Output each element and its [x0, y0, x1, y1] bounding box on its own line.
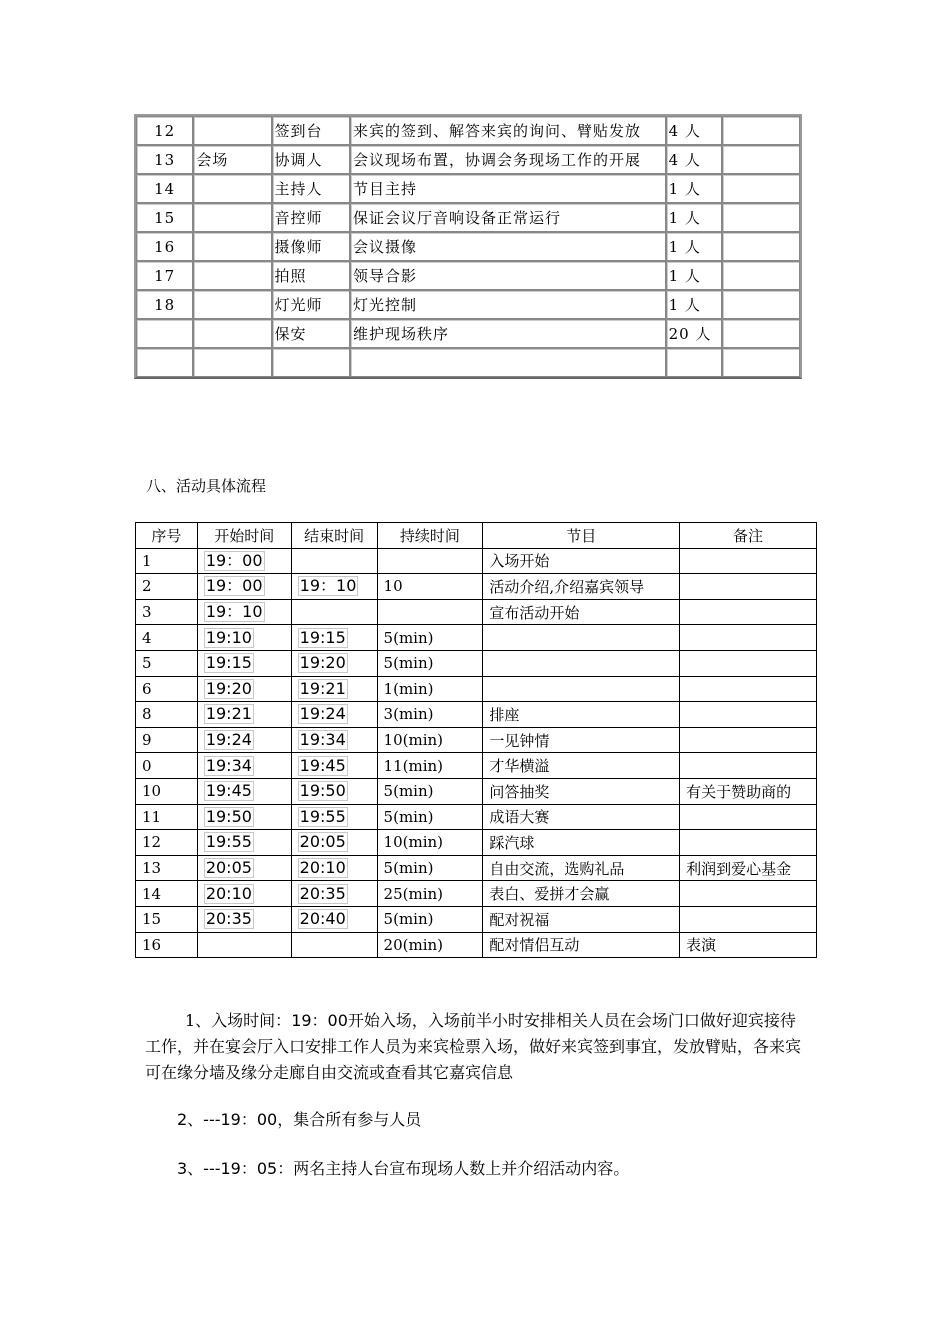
- flow-row: [136, 625, 817, 651]
- staff-row: [136, 290, 800, 319]
- staff-cell-duty: 维护现场秩序: [350, 319, 666, 348]
- time-value: 20:05: [299, 832, 346, 852]
- header-remark: 备注: [680, 523, 817, 549]
- flow-cell-remark: 表演: [680, 932, 817, 958]
- flow-cell-duration: 10(min): [377, 727, 483, 753]
- header-end-time: 结束时间: [291, 523, 377, 549]
- flow-cell-start-time: [197, 855, 291, 881]
- staff-cell-note: [722, 261, 800, 290]
- time-value: 19：00: [205, 576, 263, 596]
- flow-cell-remark: [680, 676, 817, 702]
- staff-row: [136, 261, 800, 290]
- time-value: 19：10: [299, 576, 357, 596]
- staff-cell-seq: 13: [136, 145, 193, 174]
- flow-cell-start-time: [197, 625, 291, 651]
- flow-cell-duration: 5(min): [377, 650, 483, 676]
- time-value: 19:50: [205, 806, 252, 826]
- flow-cell-remark: [680, 548, 817, 574]
- flow-cell-remark: 利润到爱心基金: [680, 855, 817, 881]
- staff-cell-duty: 来宾的签到、解答来宾的询问、臂贴发放: [350, 116, 666, 145]
- flow-table-body: [136, 548, 817, 958]
- flow-row: [136, 932, 817, 958]
- staff-cell-note: [722, 232, 800, 261]
- flow-cell-remark: [680, 906, 817, 932]
- flow-cell-end-time: [291, 727, 377, 753]
- staff-table: [134, 114, 802, 379]
- flow-cell-program: 入场开始: [483, 548, 680, 574]
- p2-rest: ，集合所有参与人员: [277, 1110, 422, 1129]
- time-value: 19:20: [205, 678, 252, 698]
- flow-cell-start-time: [197, 778, 291, 804]
- flow-row: [136, 599, 817, 625]
- flow-cell-end-time: [291, 906, 377, 932]
- flow-cell-end-time: [291, 702, 377, 728]
- flow-cell-program: 排座: [483, 702, 680, 728]
- flow-cell-remark: [680, 625, 817, 651]
- flow-row: [136, 650, 817, 676]
- staff-cell-note: [722, 203, 800, 232]
- flow-cell-duration: 5(min): [377, 778, 483, 804]
- staff-cell-duty: 领导合影: [350, 261, 666, 290]
- flow-cell-start-time: [197, 727, 291, 753]
- time-value: 19:55: [299, 806, 346, 826]
- staff-row: [136, 319, 800, 348]
- staff-cell-duty: [350, 348, 666, 377]
- time-value: 19：10: [205, 602, 263, 622]
- time-value: 20:10: [299, 858, 346, 878]
- header-duration: 持续时间: [377, 523, 483, 549]
- staff-cell-count: 1 人: [666, 174, 723, 203]
- staff-cell-note: [722, 174, 800, 203]
- flow-row: [136, 727, 817, 753]
- flow-cell-remark: [680, 804, 817, 830]
- flow-cell-remark: [680, 881, 817, 907]
- staff-cell-area: [193, 232, 271, 261]
- p1-rest: 开始入场，入场前半小时安排相关人员在会场门口做好迎宾接待工作，并在宴会厅入口安排工作人员为来宾检票入场，做好来宾签到事宜，发放臂贴，各来宾可在缘分墙及缘分走廊自由交流或查看其它嘉宾信息: [145, 1011, 802, 1082]
- staff-cell-area: [193, 348, 271, 377]
- flow-cell-seq: 13: [136, 855, 198, 881]
- flow-row: [136, 804, 817, 830]
- staff-cell-role: 摄像师: [272, 232, 351, 261]
- flow-table: [135, 522, 817, 958]
- flow-cell-duration: 1(min): [377, 676, 483, 702]
- flow-row: [136, 778, 817, 804]
- flow-cell-seq: 8: [136, 702, 198, 728]
- flow-cell-end-time: [291, 650, 377, 676]
- flow-row: [136, 906, 817, 932]
- time-value: 20:35: [299, 883, 346, 903]
- staff-cell-role: 签到台: [272, 116, 351, 145]
- staff-cell-seq: 17: [136, 261, 193, 290]
- time-value: 19:34: [205, 755, 252, 775]
- staff-cell-role: 协调人: [272, 145, 351, 174]
- staff-cell-seq: 14: [136, 174, 193, 203]
- flow-cell-seq: 1: [136, 548, 198, 574]
- time-value: 19:45: [205, 781, 252, 801]
- flow-cell-program: 自由交流，选购礼品: [483, 855, 680, 881]
- flow-table-header: [136, 523, 817, 549]
- staff-cell-count: 1 人: [666, 290, 723, 319]
- staff-row: [136, 174, 800, 203]
- staff-cell-role: [272, 348, 351, 377]
- flow-cell-start-time: [197, 676, 291, 702]
- flow-cell-start-time: [197, 548, 291, 574]
- staff-cell-area: [193, 319, 271, 348]
- flow-cell-program: 一见钟情: [483, 727, 680, 753]
- flow-cell-remark: 有关于赞助商的: [680, 778, 817, 804]
- staff-cell-area: [193, 290, 271, 319]
- flow-cell-duration: 25(min): [377, 881, 483, 907]
- time-value: 19:34: [299, 730, 346, 750]
- flow-cell-remark: [680, 830, 817, 856]
- flow-cell-duration: 5(min): [377, 906, 483, 932]
- flow-cell-program: 踩汽球: [483, 830, 680, 856]
- flow-cell-end-time: [291, 804, 377, 830]
- flow-cell-program: 配对情侣互动: [483, 932, 680, 958]
- time-value: 19:50: [299, 781, 346, 801]
- staff-cell-duty: 节目主持: [350, 174, 666, 203]
- time-value: 20:05: [205, 858, 252, 878]
- staff-row: [136, 145, 800, 174]
- staff-cell-count: 1 人: [666, 261, 723, 290]
- flow-cell-end-time: [291, 548, 377, 574]
- flow-cell-remark: [680, 702, 817, 728]
- flow-cell-remark: [680, 599, 817, 625]
- staff-cell-seq: [136, 348, 193, 377]
- staff-cell-role: 保安: [272, 319, 351, 348]
- flow-cell-end-time: [291, 574, 377, 600]
- flow-cell-seq: 4: [136, 625, 198, 651]
- flow-row: [136, 574, 817, 600]
- flow-cell-start-time: [197, 906, 291, 932]
- time-value: 19:10: [205, 627, 252, 647]
- flow-cell-program: [483, 676, 680, 702]
- staff-cell-area: [193, 116, 271, 145]
- staff-cell-count: 1 人: [666, 203, 723, 232]
- header-start-time: 开始时间: [197, 523, 291, 549]
- staff-row: [136, 232, 800, 261]
- staff-row: [136, 203, 800, 232]
- flow-cell-start-time: [197, 599, 291, 625]
- staff-cell-area: [193, 261, 271, 290]
- flow-row: [136, 830, 817, 856]
- header-seq: 序号: [136, 523, 198, 549]
- time-value: 19:24: [205, 730, 252, 750]
- time-value: 19:20: [299, 653, 346, 673]
- flow-cell-end-time: [291, 676, 377, 702]
- paragraph-entry: [145, 1008, 810, 1086]
- p3-rest: ：两名主持人台宣布现场人数上并介绍活动内容。: [277, 1159, 630, 1178]
- flow-cell-end-time: [291, 778, 377, 804]
- staff-cell-note: [722, 290, 800, 319]
- flow-cell-end-time: [291, 753, 377, 779]
- flow-cell-start-time: [197, 650, 291, 676]
- header-program: 节目: [483, 523, 680, 549]
- flow-cell-seq: 16: [136, 932, 198, 958]
- flow-cell-duration: 10: [377, 574, 483, 600]
- flow-cell-duration: 5(min): [377, 625, 483, 651]
- time-value: 20:35: [205, 909, 252, 929]
- flow-cell-end-time: [291, 881, 377, 907]
- flow-cell-start-time: [197, 881, 291, 907]
- flow-cell-duration: 5(min): [377, 804, 483, 830]
- flow-row: [136, 753, 817, 779]
- flow-cell-program: 配对祝福: [483, 906, 680, 932]
- time-value: 19:21: [299, 678, 346, 698]
- staff-cell-area: [193, 174, 271, 203]
- staff-cell-note: [722, 116, 800, 145]
- paragraph-gather: [177, 1107, 842, 1133]
- staff-cell-count: 4 人: [666, 116, 723, 145]
- time-value: 19:55: [205, 832, 252, 852]
- flow-cell-remark: [680, 753, 817, 779]
- flow-cell-seq: 2: [136, 574, 198, 600]
- flow-cell-seq: 11: [136, 804, 198, 830]
- staff-cell-count: [666, 348, 723, 377]
- flow-cell-seq: 12: [136, 830, 198, 856]
- flow-row: [136, 702, 817, 728]
- flow-row: [136, 676, 817, 702]
- flow-cell-remark: [680, 574, 817, 600]
- time-value: 19:15: [205, 653, 252, 673]
- flow-cell-seq: 10: [136, 778, 198, 804]
- staff-cell-count: 20 人: [666, 319, 723, 348]
- flow-header-row: [136, 523, 817, 549]
- flow-row: [136, 548, 817, 574]
- flow-cell-program: [483, 625, 680, 651]
- staff-table-body: [136, 116, 800, 377]
- flow-row: [136, 855, 817, 881]
- staff-cell-seq: 16: [136, 232, 193, 261]
- flow-cell-end-time: [291, 932, 377, 958]
- time-value: 19:15: [299, 627, 346, 647]
- flow-cell-seq: 0: [136, 753, 198, 779]
- flow-cell-duration: [377, 548, 483, 574]
- flow-cell-start-time: [197, 574, 291, 600]
- flow-cell-program: 表白、爱拼才会赢: [483, 881, 680, 907]
- staff-cell-role: 音控师: [272, 203, 351, 232]
- flow-cell-seq: 3: [136, 599, 198, 625]
- staff-cell-duty: 会议现场布置，协调会务现场工作的开展: [350, 145, 666, 174]
- flow-cell-seq: 14: [136, 881, 198, 907]
- flow-cell-end-time: [291, 855, 377, 881]
- staff-cell-area: 会场: [193, 145, 271, 174]
- staff-cell-seq: 18: [136, 290, 193, 319]
- flow-cell-start-time: [197, 932, 291, 958]
- p3-prefix: 3、---19：05: [177, 1159, 278, 1178]
- flow-cell-program: 才华横溢: [483, 753, 680, 779]
- staff-cell-note: [722, 348, 800, 377]
- flow-cell-program: 问答抽奖: [483, 778, 680, 804]
- p1-time: 19：00: [291, 1011, 348, 1030]
- flow-cell-program: 宣布活动开始: [483, 599, 680, 625]
- flow-cell-program: 成语大赛: [483, 804, 680, 830]
- time-value: 20:40: [299, 909, 346, 929]
- flow-cell-remark: [680, 727, 817, 753]
- staff-cell-seq: 12: [136, 116, 193, 145]
- staff-cell-duty: 会议摄像: [350, 232, 666, 261]
- flow-cell-end-time: [291, 599, 377, 625]
- staff-cell-note: [722, 145, 800, 174]
- time-value: 19:45: [299, 755, 346, 775]
- staff-cell-role: 主持人: [272, 174, 351, 203]
- flow-cell-seq: 15: [136, 906, 198, 932]
- staff-row: [136, 116, 800, 145]
- flow-cell-duration: 3(min): [377, 702, 483, 728]
- flow-row: [136, 881, 817, 907]
- flow-cell-end-time: [291, 625, 377, 651]
- staff-cell-role: 拍照: [272, 261, 351, 290]
- flow-cell-seq: 6: [136, 676, 198, 702]
- staff-cell-seq: 15: [136, 203, 193, 232]
- time-value: 19:21: [205, 704, 252, 724]
- time-value: 19:24: [299, 704, 346, 724]
- paragraph-host: [177, 1156, 842, 1182]
- flow-cell-start-time: [197, 830, 291, 856]
- flow-cell-seq: 5: [136, 650, 198, 676]
- flow-cell-program: 活动介绍,介绍嘉宾领导: [483, 574, 680, 600]
- flow-cell-end-time: [291, 830, 377, 856]
- flow-cell-start-time: [197, 702, 291, 728]
- flow-cell-start-time: [197, 804, 291, 830]
- staff-cell-duty: 保证会议厅音响设备正常运行: [350, 203, 666, 232]
- flow-cell-duration: 11(min): [377, 753, 483, 779]
- flow-cell-remark: [680, 650, 817, 676]
- section-heading: 八、活动具体流程: [146, 477, 267, 495]
- flow-cell-start-time: [197, 753, 291, 779]
- staff-cell-count: 4 人: [666, 145, 723, 174]
- flow-cell-duration: 20(min): [377, 932, 483, 958]
- time-value: 19：00: [205, 550, 263, 570]
- staff-cell-area: [193, 203, 271, 232]
- flow-cell-duration: 5(min): [377, 855, 483, 881]
- p2-prefix: 2、---19：00: [177, 1110, 278, 1129]
- staff-cell-duty: 灯光控制: [350, 290, 666, 319]
- flow-cell-seq: 9: [136, 727, 198, 753]
- time-value: 20:10: [205, 883, 252, 903]
- staff-cell-role: 灯光师: [272, 290, 351, 319]
- staff-row: [136, 348, 800, 377]
- staff-cell-seq: [136, 319, 193, 348]
- flow-cell-duration: [377, 599, 483, 625]
- flow-cell-duration: 10(min): [377, 830, 483, 856]
- staff-cell-count: 1 人: [666, 232, 723, 261]
- flow-cell-program: [483, 650, 680, 676]
- p1-prefix: 1、入场时间：: [185, 1011, 292, 1030]
- staff-cell-note: [722, 319, 800, 348]
